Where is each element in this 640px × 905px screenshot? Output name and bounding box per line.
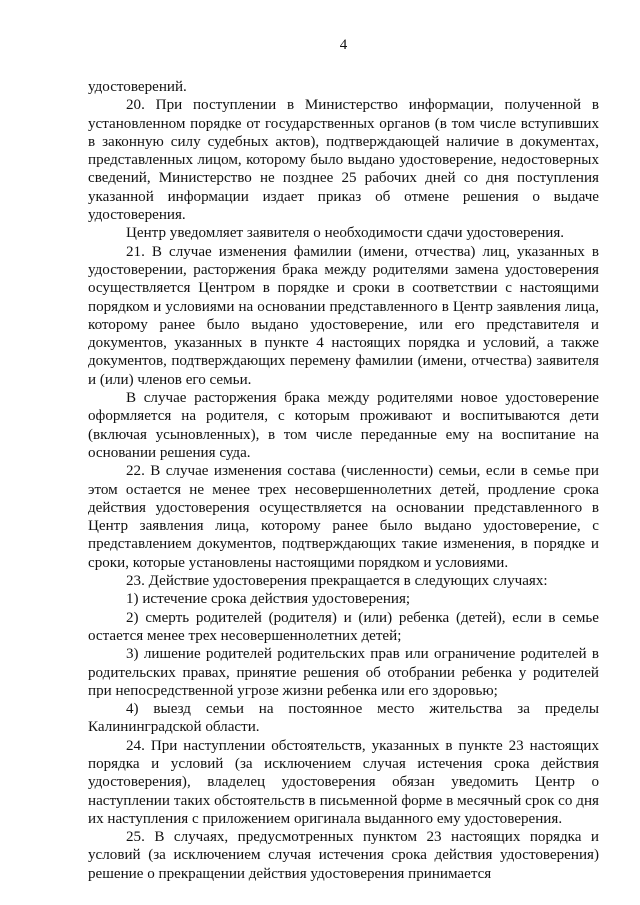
list-item-2: 2) смерть родителей (родителя) и (или) ребенка (детей), если в семье остается менее трех несовершеннолетних детей; (88, 609, 599, 644)
paragraph-divorce: В случае расторжения брака между родителями новое удостоверение оформляется на родителя, с которым проживают и воспитываются дети (включая усыновленных), в том числе переданные ему на воспитание на основании решения суда. (88, 390, 599, 461)
paragraph-21: 21. В случае изменения фамилии (имени, отчества) лиц, указанных в удостоверении, расторжения брака между родителями замена удостоверения осуществляется Центром в порядке и сроки в соответствии с настоящими порядком и условиями на основании представленного в Центр заявления лица, которому ранее было выдано удостоверение, или его представителя и документов, указанных в пункте 4 настоящих порядка и условий, а также документов, подтверждающих перемену фамилии (имени, отчества) заявителя и (или) членов его семьи. (88, 243, 599, 388)
paragraph-22: 22. В случае изменения состава (численности) семьи, если в семье при этом остается не менее трех несовершеннолетних детей, продление срока действия удостоверения осуществляется на основании представленного в Центр заявления лица, которому ранее было выдано удостоверение, с представлением документов, подтверждающих такие изменения, в порядке и сроки, которые установлены настоящими порядком и условиями. (88, 463, 599, 571)
document-body (88, 78, 599, 883)
page-number: 4 (339, 37, 348, 53)
list-item-1: 1) истечение срока действия удостоверения; (126, 591, 411, 608)
paragraph-25: 25. В случаях, предусмотренных пунктом 23 настоящих порядка и условий (за исключением случая истечения срока действия удостоверения) решение о прекращении действия удостоверения принимается (88, 829, 599, 882)
paragraph-20: 20. При поступлении в Министерство информации, полученной в установленном порядке от государственных органов (в том числе вступивших в законную силу судебных актов), подтверждающей наличие в документах, представленных лицом, которому было выдано удостоверение, недостоверных сведений, Министерство не позднее 25 рабочих дней со дня поступления указанной информации издает приказ об отмене решения о выдаче удостоверения. (88, 97, 599, 224)
list-item-3: 3) лишение родителей родительских прав или ограничение родителей в родительских правах, принятие решения об отобрании ребенка у родителей при непосредственной угрозе жизни ребенка или его здоровью; (88, 646, 599, 699)
paragraph-23: 23. Действие удостоверения прекращается в следующих случаях: (126, 573, 548, 590)
paragraph-center-notice: Центр уведомляет заявителя о необходимости сдачи удостоверения. (126, 225, 565, 242)
list-item-4: 4) выезд семьи на постоянное место жительства за пределы Калининградской области. (88, 701, 599, 736)
paragraph-24: 24. При наступлении обстоятельств, указанных в пункте 23 настоящих порядка и условий (за исключением случая истечения срока действия удостоверения), владелец удостоверения обязан уведомить Центр о наступлении таких обстоятельств в письменной форме в месячный срок со дня их наступления с приложением оригинала выданного ему удостоверения. (88, 737, 599, 827)
paragraph-continuation: удостоверений. (88, 79, 187, 95)
